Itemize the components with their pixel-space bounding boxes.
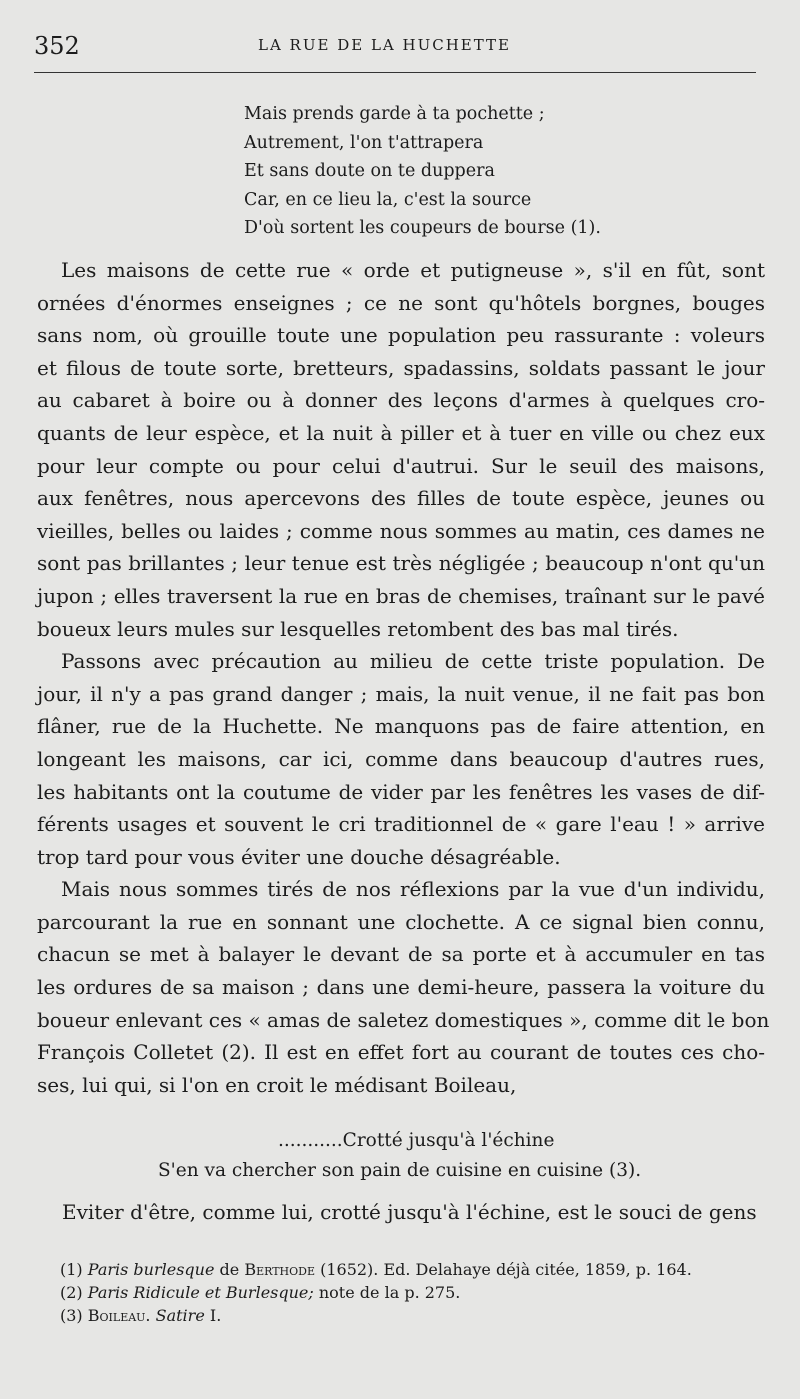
page-number: 352	[34, 32, 80, 60]
footnote-3	[60, 1304, 692, 1327]
verse-block	[244, 100, 601, 243]
text-line: vieilles, belles ou laides ; comme nous sommes au matin, ces dames ne	[37, 518, 765, 543]
footnote-text: note de la p. 275.	[313, 1283, 461, 1302]
text-line: chacun se met à balayer le devant de sa porte et à accumuler en tas	[37, 942, 765, 967]
verse-line: Autrement, l'on t'attrapera	[244, 132, 484, 153]
text-line: jupon ; elles traversent la rue en bras de chemises, traînant sur le pavé	[37, 583, 765, 608]
footnote-text: I.	[204, 1306, 222, 1325]
footnotes	[60, 1258, 692, 1327]
text-line: Les maisons de cette rue « orde et putigneuse », s'il en fût, sont	[61, 258, 765, 282]
footnote-text: (1652). Ed. Delahaye déjà citée, 1859, p. 164.	[315, 1260, 692, 1279]
text-line: au cabaret à boire ou à donner des leçons d'armes à quelques cro-	[37, 388, 765, 413]
footnote-title: Paris burlesque	[87, 1260, 215, 1279]
text-line: ses, lui qui, si l'on en croit le médisant Boileau,	[37, 1072, 517, 1097]
page-header	[34, 32, 766, 64]
verse-line: Mais prends garde à ta pochette ;	[244, 104, 545, 124]
text-line: sont pas brillantes ; leur tenue est très négligée ; beaucoup n'ont qu'un	[37, 551, 765, 576]
footnote-author: Boileau.	[87, 1306, 151, 1325]
text-line: et filous de toute sorte, bretteurs, spadassins, soldats passant le jour	[37, 355, 765, 380]
text-line: boueur enlevant ces « amas de saletez domestiques », comme dit le bon	[37, 1007, 770, 1032]
verse-line: ...........Crotté jusqu'à l'échine	[278, 1130, 555, 1151]
text-line: aux fenêtres, nous apercevons des filles de toute espèce, jeunes ou	[37, 486, 765, 511]
text-line: ornées d'énormes enseignes ; ce ne sont qu'hôtels borgnes, bouges	[37, 290, 765, 315]
footnote-1	[60, 1258, 692, 1281]
text-line: parcourant la rue en sonnant une clochette. A ce signal bien connu,	[37, 909, 765, 934]
quoted-verse	[0, 1126, 800, 1186]
footnote-2	[60, 1281, 692, 1304]
footnote-author: Berthode	[244, 1260, 315, 1279]
text-line: férents usages et souvent le cri traditionnel de « gare l'eau ! » arrive	[37, 812, 765, 837]
continuation-line: Eviter d'être, comme lui, crotté jusqu'à l'échine, est le souci de gens	[62, 1200, 757, 1224]
verse-line: Car, en ce lieu la, c'est la source	[244, 189, 532, 210]
text-line: les habitants ont la coutume de vider par les fenêtres les vases de dif-	[37, 779, 765, 804]
text-line: François Colletet (2). Il est en effet fort au courant de toutes ces cho-	[37, 1040, 765, 1065]
footnote-title: Paris Ridicule et Burlesque;	[87, 1283, 314, 1302]
text-line: boueux leurs mules sur lesquelles retombent des bas mal tirés.	[37, 616, 679, 641]
text-line: Mais nous sommes tirés de nos réflexions par la vue d'un individu,	[61, 877, 765, 902]
footnote-marker: (1)	[60, 1260, 83, 1279]
text-line: les ordures de sa maison ; dans une demi-heure, passera la voiture du	[37, 975, 765, 1000]
text-line: sans nom, où grouille toute une population peu rassurante : voleurs	[37, 323, 765, 348]
footnote-title: Satire	[155, 1306, 205, 1325]
text-line: pour leur compte ou pour celui d'autrui. Sur le seuil des maisons,	[37, 453, 765, 478]
text-line: jour, il n'y a pas grand danger ; mais, la nuit venue, il ne fait pas bon	[37, 681, 765, 706]
text-line: flâner, rue de la Huchette. Ne manquons pas de faire attention, en	[37, 714, 765, 739]
text-line: longeant les maisons, car ici, comme dans beaucoup d'autres rues,	[37, 746, 765, 771]
body-text	[37, 254, 770, 1101]
footnote-marker: (3)	[60, 1306, 83, 1325]
text-line: quants de leur espèce, et la nuit à piller et à tuer en ville ou chez eux	[37, 420, 765, 445]
running-title: LA RUE DE LA HUCHETTE	[258, 36, 511, 54]
text-line: Passons avec précaution au milieu de cette triste population. De	[61, 649, 765, 674]
text-line: trop tard pour vous éviter une douche désagréable.	[37, 844, 561, 869]
verse-line: D'où sortent les coupeurs de bourse (1).	[244, 218, 601, 238]
header-rule	[34, 72, 756, 73]
verse-line: Et sans doute on te duppera	[244, 161, 495, 181]
footnote-text: de	[214, 1260, 245, 1279]
footnote-marker: (2)	[60, 1283, 83, 1302]
verse-line: S'en va chercher son pain de cuisine en cuisine (3).	[158, 1160, 642, 1181]
